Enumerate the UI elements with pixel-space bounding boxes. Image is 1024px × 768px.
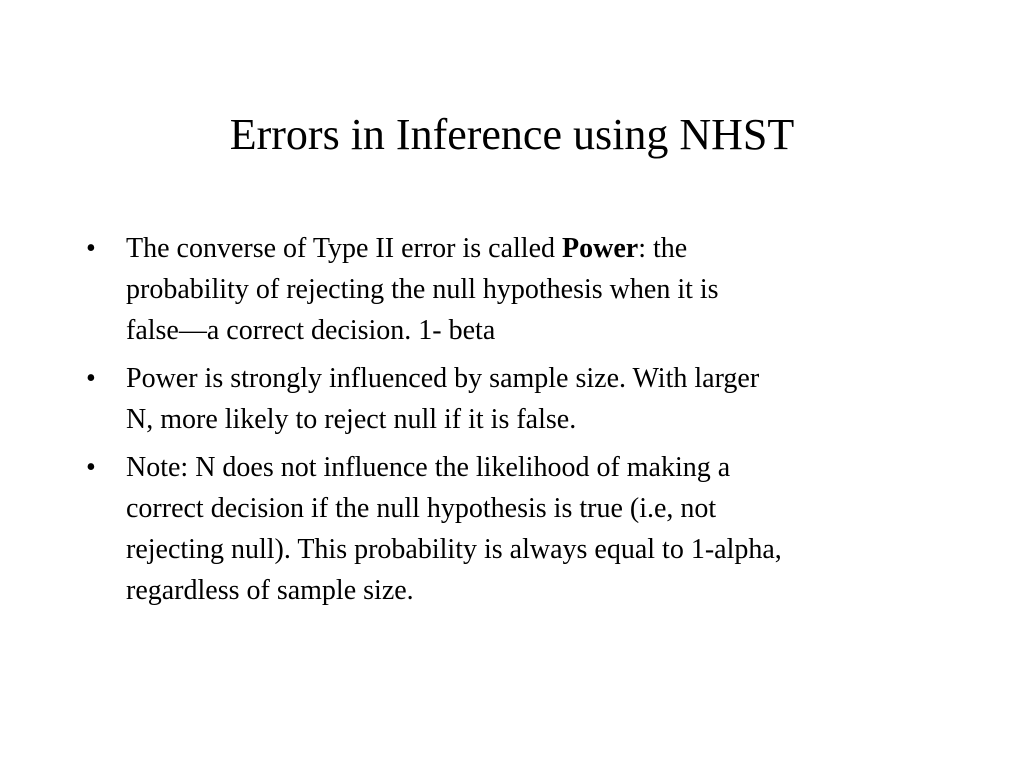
- bullet-line: Power is strongly influenced by sample size. With larger: [126, 363, 760, 394]
- bullet-line: Note: N does not influence the likelihood of making a: [126, 452, 731, 483]
- bullet-line: N, more likely to reject null if it is false.: [126, 404, 577, 435]
- bullet-line: regardless of sample size.: [126, 575, 414, 606]
- bullet-line: probability of rejecting the null hypothesis when it is: [126, 274, 719, 305]
- bullet-line: [126, 228, 946, 269]
- bullet-item-power-definition: [86, 228, 946, 351]
- bullet-marker: •: [86, 363, 96, 394]
- slide-title: Errors in Inference using NHST: [229, 110, 795, 159]
- bullet-marker: •: [86, 452, 96, 483]
- bullet-item-note: [86, 447, 946, 611]
- bullet-list: [86, 228, 946, 618]
- bold-term-power: Power: [562, 233, 639, 264]
- bullet-item-sample-size: [86, 358, 946, 440]
- bullet-text: : the: [638, 233, 688, 264]
- bullet-line: false—a correct decision. 1- beta: [126, 315, 496, 346]
- bullet-marker: •: [86, 233, 96, 264]
- bullet-line: correct decision if the null hypothesis is true (i.e, not: [126, 493, 717, 524]
- bullet-line: rejecting null). This probability is always equal to 1-alpha,: [126, 534, 782, 565]
- bullet-text: The converse of Type II error is called: [126, 233, 562, 264]
